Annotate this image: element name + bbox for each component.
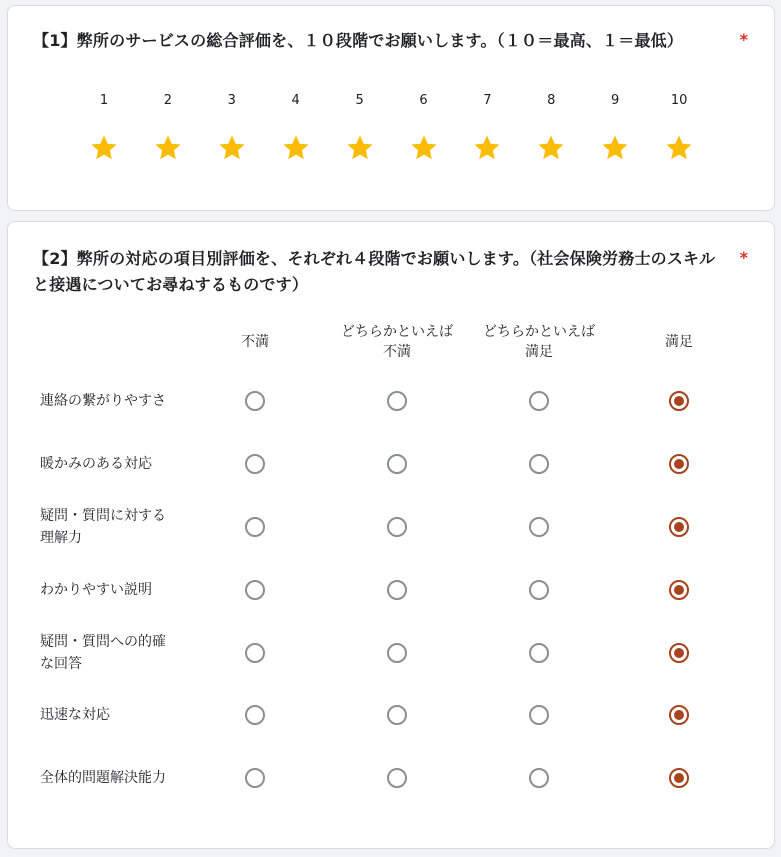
star-icon[interactable] (89, 133, 119, 163)
rating-number: 5 (355, 93, 364, 108)
radio-button[interactable] (245, 391, 265, 411)
grid-row (8, 622, 774, 684)
rating-number: 2 (163, 93, 173, 108)
radio-button[interactable] (529, 705, 549, 725)
rating-option-5[interactable] (335, 91, 385, 163)
grid-row (8, 370, 774, 432)
radio-button[interactable] (245, 580, 265, 600)
question-card-item-evaluation (7, 221, 775, 849)
radio-button[interactable] (669, 517, 689, 537)
grid-row (8, 559, 774, 621)
radio-button[interactable] (529, 517, 549, 537)
star-icon[interactable] (664, 133, 694, 163)
radio-button[interactable] (245, 454, 265, 474)
radio-button[interactable] (245, 705, 265, 725)
grid-column-header: 満足 (665, 334, 693, 350)
rating-option-9[interactable] (590, 91, 640, 163)
rating-number: 4 (291, 93, 300, 108)
rating-option-4[interactable] (271, 91, 321, 163)
grid-row-label: 暖かみのある対応 (40, 456, 152, 472)
radio-button[interactable] (529, 580, 549, 600)
star-icon[interactable] (409, 133, 439, 163)
question-title: 【2】弊所の対応の項目別評価を、それぞれ４段階でお願いします。（社会保険労務士のスキルと接遇についてお尋ねするものです） (33, 249, 716, 294)
star-icon[interactable] (281, 133, 311, 163)
required-asterisk: * (739, 30, 748, 49)
question-title: 【1】弊所のサービスの総合評価を、１０段階でお願いします。（１０＝最高、１＝最低） (33, 31, 684, 50)
question-card-overall-rating (7, 5, 775, 211)
radio-button[interactable] (669, 391, 689, 411)
rating-option-10[interactable] (654, 91, 704, 163)
radio-button[interactable] (529, 454, 549, 474)
rating-number: 10 (670, 93, 688, 108)
radio-button[interactable] (669, 768, 689, 788)
star-icon[interactable] (472, 133, 502, 163)
star-icon[interactable] (345, 133, 375, 163)
radio-button[interactable] (669, 454, 689, 474)
radio-button[interactable] (387, 705, 407, 725)
radio-button[interactable] (245, 517, 265, 537)
rating-number: 1 (99, 93, 109, 108)
radio-button[interactable] (387, 391, 407, 411)
radio-button[interactable] (669, 705, 689, 725)
grid-row-label: 全体的問題解決能力 (40, 770, 166, 786)
grid-row (8, 433, 774, 495)
grid-row (8, 684, 774, 746)
grid-row-label: 疑問・質問への的確な回答 (40, 634, 166, 672)
radio-button[interactable] (669, 643, 689, 663)
radio-button[interactable] (669, 580, 689, 600)
rating-number: 7 (483, 93, 492, 108)
star-icon[interactable] (153, 133, 183, 163)
grid-row-label: 疑問・質問に対する理解力 (40, 508, 166, 546)
rating-option-7[interactable] (462, 91, 512, 163)
rating-option-8[interactable] (526, 91, 576, 163)
grid-column-header: 不満 (241, 334, 269, 350)
grid-row (8, 747, 774, 809)
radio-button[interactable] (387, 580, 407, 600)
radio-button[interactable] (529, 643, 549, 663)
rating-option-1[interactable] (79, 91, 129, 163)
grid-row (8, 496, 774, 558)
grid-row-label: 連絡の繋がりやすさ (40, 393, 166, 409)
rating-option-6[interactable] (399, 91, 449, 163)
rating-number: 8 (547, 93, 556, 108)
radio-button[interactable] (387, 768, 407, 788)
radio-button[interactable] (245, 768, 265, 788)
rating-number: 6 (419, 93, 428, 108)
grid-column-header: どちらかといえば 不満 (341, 324, 453, 360)
star-icon[interactable] (217, 133, 247, 163)
grid-row-label: 迅速な対応 (40, 707, 110, 723)
radio-button[interactable] (529, 391, 549, 411)
radio-button[interactable] (245, 643, 265, 663)
rating-number: 9 (611, 93, 620, 108)
star-icon[interactable] (536, 133, 566, 163)
radio-button[interactable] (387, 643, 407, 663)
grid-row-label: わかりやすい説明 (40, 582, 152, 598)
radio-button[interactable] (387, 454, 407, 474)
radio-button[interactable] (387, 517, 407, 537)
required-asterisk: * (739, 248, 748, 267)
radio-button[interactable] (529, 768, 549, 788)
rating-option-2[interactable] (143, 91, 193, 163)
rating-option-3[interactable] (207, 91, 257, 163)
rating-number: 3 (227, 93, 236, 108)
star-icon[interactable] (600, 133, 630, 163)
grid-column-header: どちらかといえば 満足 (483, 324, 595, 360)
